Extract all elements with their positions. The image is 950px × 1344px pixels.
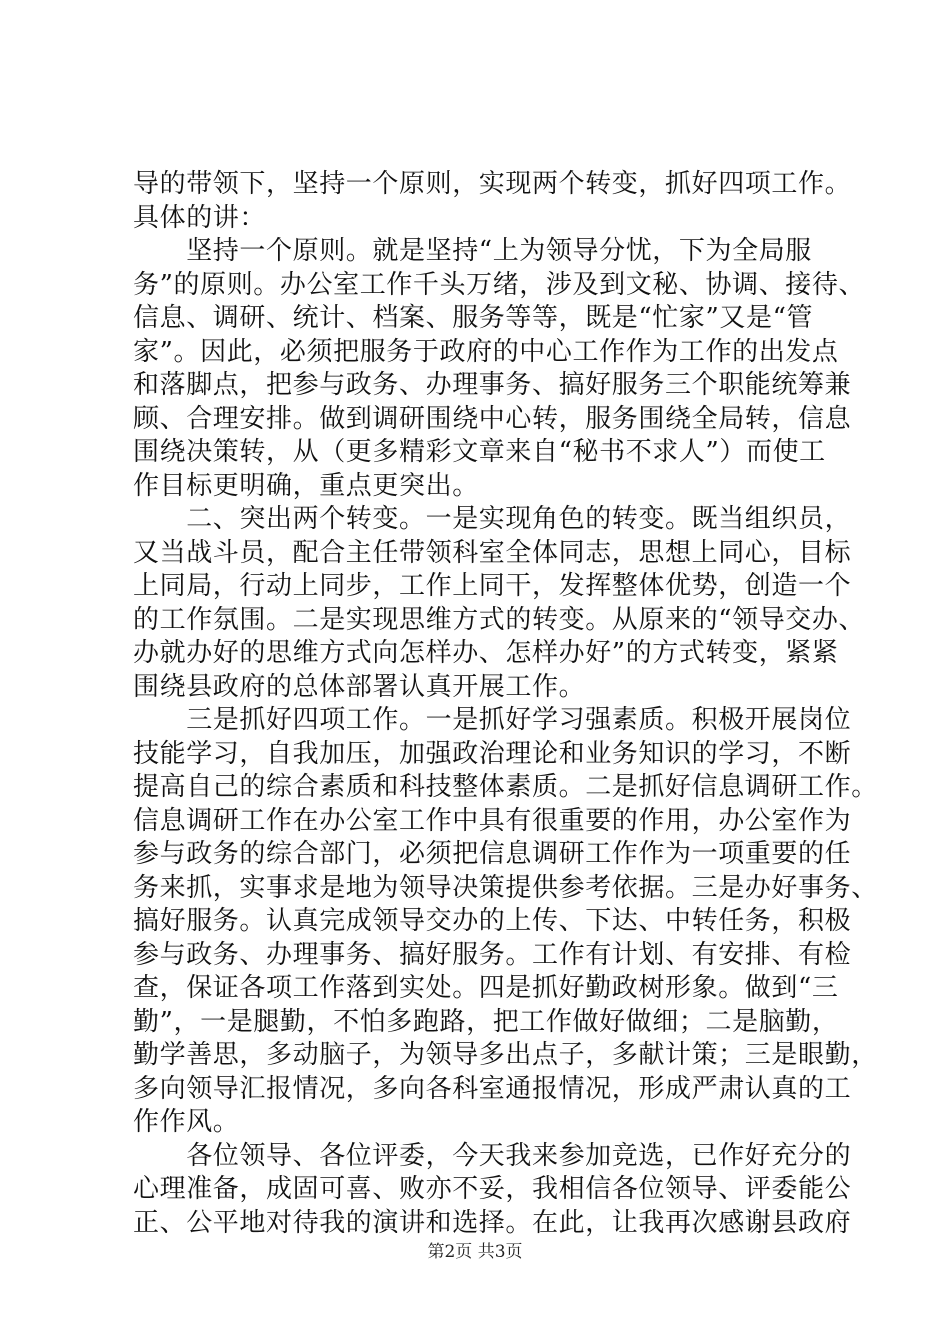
text-line: 查，保证各项工作落到实处。四是抓好勤政树形象。做到“三: [133, 973, 839, 1003]
text-line: 顾、合理安排。做到调研围绕中心转，服务围绕全局转，信息: [133, 403, 852, 434]
text-line: 勤”，一是腿勤，不怕多跑路，把工作做好做细；二是脑勤，: [133, 1006, 839, 1037]
text-line: 坚持一个原则。就是坚持“上为领导分忧，下为全局服: [133, 236, 812, 266]
text-line: 办就办好的思维方式向怎样办、怎样办好”的方式转变，紧紧: [133, 638, 839, 668]
text-line: 二、突出两个转变。一是实现角色的转变。既当组织员，: [133, 504, 852, 534]
text-line: 具体的讲：: [133, 202, 267, 233]
text-line: 作作风。: [133, 1107, 240, 1137]
document-body: [133, 168, 878, 1240]
text-line: 多向领导汇报情况，多向各科室通报情况，形成严肃认真的工: [133, 1073, 852, 1104]
text-line: 又当战斗员，配合主任带领科室全体同志，思想上同心，目标: [133, 537, 852, 568]
text-line: 勤学善思，多动脑子，为领导多出点子，多献计策；三是眼勤，: [133, 1040, 878, 1070]
text-line: 参与政务、办理事务、搞好服务。工作有计划、有安排、有检: [133, 939, 852, 970]
text-line: 搞好服务。认真完成领导交办的上传、下达、中转任务，积极: [133, 906, 852, 936]
text-line: 三是抓好四项工作。一是抓好学习强素质。积极开展岗位: [133, 705, 852, 735]
text-line: 参与政务的综合部门，必须把信息调研工作作为一项重要的任: [133, 839, 852, 869]
text-line: 各位领导、各位评委，今天我来参加竞选，已作好充分的: [133, 1140, 852, 1171]
text-line: 围绕决策转，从（更多精彩文章来自“秘书不求人”）而使工: [133, 437, 826, 467]
text-line: 作目标更明确，重点更突出。: [133, 470, 479, 501]
text-line: 的工作氛围。二是实现思维方式的转变。从原来的“领导交办、: [133, 604, 866, 635]
text-line: 技能学习，自我加压，加强政治理论和业务知识的学习，不断: [133, 738, 852, 769]
text-line: 正、公平地对待我的演讲和选择。在此，让我再次感谢县政府: [133, 1207, 852, 1238]
text-line: 导的带领下，坚持一个原则，实现两个转变，抓好四项工作。: [133, 169, 852, 199]
text-line: 务来抓，实事求是地为领导决策提供参考依据。三是办好事务、: [133, 872, 878, 903]
text-line: 上同局，行动上同步，工作上同干，发挥整体优势，创造一个: [133, 571, 852, 601]
text-line: 务”的原则。办公室工作千头万绪，涉及到文秘、协调、接待、: [133, 269, 866, 300]
text-line: 提高自己的综合素质和科技整体素质。二是抓好信息调研工作。: [133, 772, 878, 802]
text-line: 家”。因此，必须把服务于政府的中心工作作为工作的出发点: [133, 336, 839, 367]
text-line: 信息调研工作在办公室工作中具有很重要的作用，办公室作为: [133, 805, 852, 836]
text-line: 心理准备，成固可喜、败亦不妥，我相信各位领导、评委能公: [133, 1174, 852, 1204]
text-line: 信息、调研、统计、档案、服务等等，既是“忙家”又是“管: [133, 303, 814, 333]
text-line: 围绕县政府的总体部署认真开展工作。: [133, 671, 586, 702]
page-number-footer: 第2页 共3页: [427, 1242, 523, 1262]
text-line: 和落脚点，把参与政务、办理事务、搞好服务三个职能统筹兼: [133, 370, 852, 400]
